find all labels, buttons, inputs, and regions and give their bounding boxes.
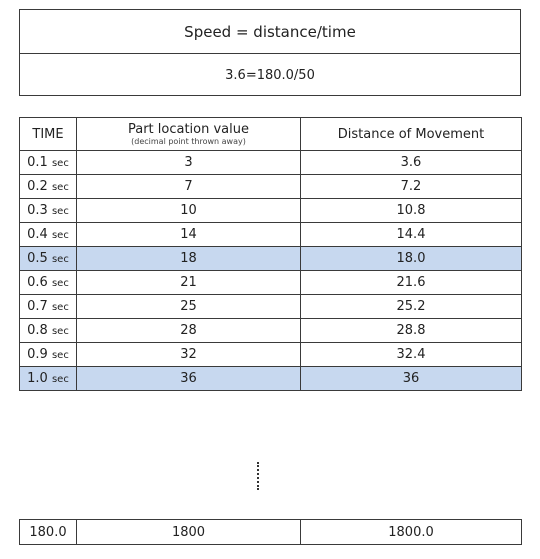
time-value: 0.2 bbox=[27, 179, 48, 194]
cell-distance: 25.2 bbox=[301, 295, 522, 319]
time-unit: sec bbox=[51, 182, 69, 193]
final-distance: 1800.0 bbox=[301, 520, 522, 545]
formula-example: 3.6=180.0/50 bbox=[20, 53, 520, 96]
cell-location: 7 bbox=[77, 175, 301, 199]
table-row bbox=[20, 247, 522, 271]
time-value: 0.5 bbox=[27, 251, 48, 266]
cell-location: 10 bbox=[77, 199, 301, 223]
cell-location: 3 bbox=[77, 151, 301, 175]
formula-box bbox=[19, 9, 521, 96]
cell-distance: 3.6 bbox=[301, 151, 522, 175]
cell-distance: 32.4 bbox=[301, 343, 522, 367]
time-unit: sec bbox=[51, 206, 69, 217]
cell-location: 32 bbox=[77, 343, 301, 367]
final-row-table bbox=[19, 519, 522, 545]
time-unit: sec bbox=[51, 254, 69, 265]
data-table bbox=[19, 117, 522, 391]
final-time: 180.0 bbox=[20, 520, 77, 545]
table-row bbox=[20, 319, 522, 343]
table-row bbox=[20, 151, 522, 175]
table-row bbox=[20, 295, 522, 319]
table-row bbox=[20, 343, 522, 367]
cell-time bbox=[20, 343, 77, 367]
table-row bbox=[20, 199, 522, 223]
time-unit: sec bbox=[51, 350, 69, 361]
time-unit: sec bbox=[51, 278, 69, 289]
time-value: 0.4 bbox=[27, 227, 48, 242]
final-location: 1800 bbox=[77, 520, 301, 545]
table-row bbox=[20, 271, 522, 295]
cell-time bbox=[20, 247, 77, 271]
cell-time bbox=[20, 223, 77, 247]
cell-location: 36 bbox=[77, 367, 301, 391]
cell-distance: 21.6 bbox=[301, 271, 522, 295]
cell-time bbox=[20, 199, 77, 223]
header-location-sub: (decimal point thrown away) bbox=[131, 136, 246, 146]
time-value: 1.0 bbox=[27, 371, 48, 386]
cell-location: 14 bbox=[77, 223, 301, 247]
time-value: 0.7 bbox=[27, 299, 48, 314]
time-unit: sec bbox=[51, 230, 69, 241]
table-header-row bbox=[20, 118, 522, 151]
time-unit: sec bbox=[51, 374, 69, 385]
time-value: 0.1 bbox=[27, 155, 48, 170]
header-location bbox=[77, 118, 301, 151]
cell-time bbox=[20, 367, 77, 391]
header-location-main: Part location value bbox=[127, 121, 250, 137]
vertical-ellipsis bbox=[257, 462, 259, 490]
time-unit: sec bbox=[51, 158, 69, 169]
time-value: 0.3 bbox=[27, 203, 48, 218]
formula-title: Speed = distance/time bbox=[184, 22, 356, 41]
table-row bbox=[20, 175, 522, 199]
cell-location: 18 bbox=[77, 247, 301, 271]
table-row bbox=[20, 223, 522, 247]
cell-distance: 28.8 bbox=[301, 319, 522, 343]
cell-location: 25 bbox=[77, 295, 301, 319]
time-value: 0.9 bbox=[27, 347, 48, 362]
cell-distance: 36 bbox=[301, 367, 522, 391]
time-unit: sec bbox=[51, 326, 69, 337]
time-value: 0.6 bbox=[27, 275, 48, 290]
cell-distance: 10.8 bbox=[301, 199, 522, 223]
cell-distance: 14.4 bbox=[301, 223, 522, 247]
table-row bbox=[20, 520, 522, 545]
cell-time bbox=[20, 271, 77, 295]
table-row bbox=[20, 367, 522, 391]
cell-time bbox=[20, 319, 77, 343]
time-unit: sec bbox=[51, 302, 69, 313]
cell-distance: 18.0 bbox=[301, 247, 522, 271]
header-time: TIME bbox=[20, 118, 77, 151]
cell-location: 28 bbox=[77, 319, 301, 343]
cell-location: 21 bbox=[77, 271, 301, 295]
header-distance: Distance of Movement bbox=[301, 118, 522, 151]
cell-time bbox=[20, 151, 77, 175]
cell-distance: 7.2 bbox=[301, 175, 522, 199]
time-value: 0.8 bbox=[27, 323, 48, 338]
cell-time bbox=[20, 175, 77, 199]
cell-time bbox=[20, 295, 77, 319]
